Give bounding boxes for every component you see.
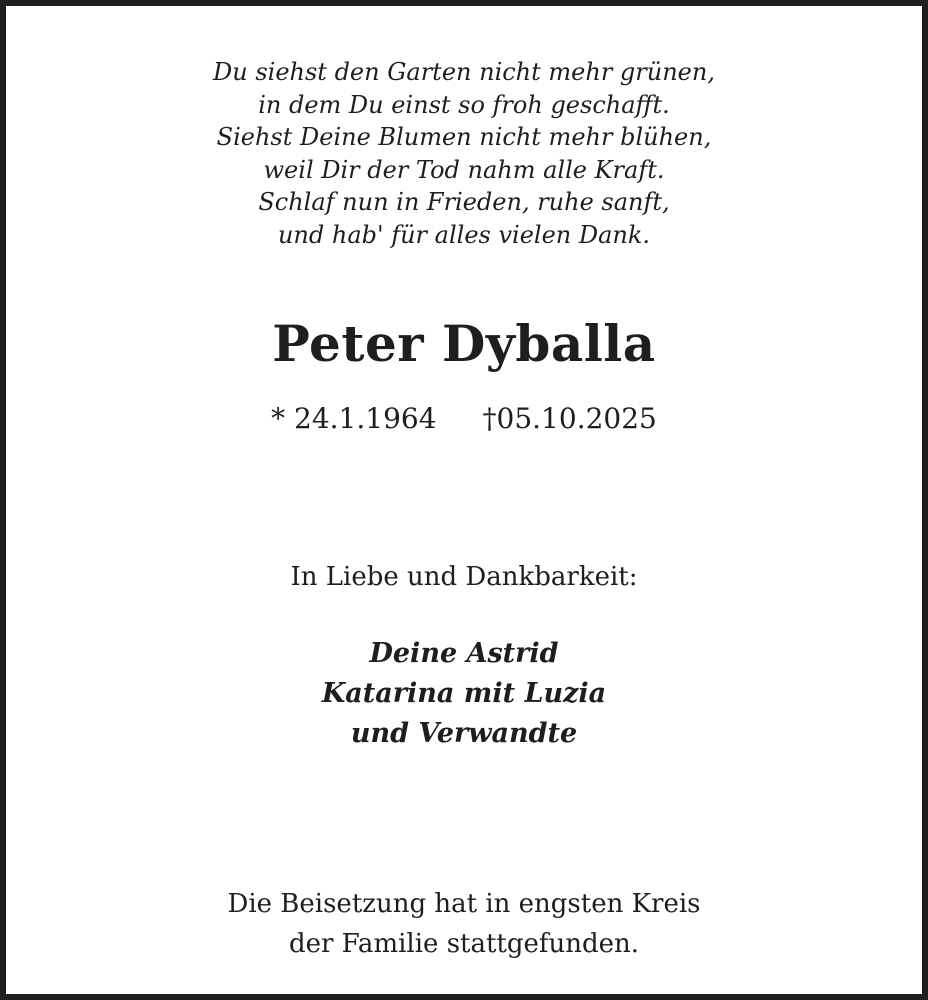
- poem-line: Schlaf nun in Frieden, ruhe sanft,: [258, 188, 670, 216]
- poem-line: Siehst Deine Blumen nicht mehr blühen,: [216, 123, 712, 151]
- dedication-intro: In Liebe und Dankbarkeit:: [290, 562, 638, 592]
- mourner-line: Katarina mit Luzia: [321, 678, 607, 709]
- poem-line: weil Dir der Tod nahm alle Kraft.: [263, 155, 665, 184]
- mourner-line: und Verwandte: [350, 718, 578, 749]
- poem-line: Du siehst den Garten nicht mehr grünen,: [213, 58, 715, 86]
- death-date: †05.10.2025: [482, 402, 657, 435]
- notice-line: der Familie stattgefunden.: [288, 929, 640, 959]
- poem: [6, 56, 922, 251]
- life-dates: [6, 402, 922, 435]
- poem-line: und hab' für alles vielen Dank.: [277, 220, 651, 249]
- notice-line: Die Beisetzung hat in engsten Kreis: [227, 889, 701, 919]
- deceased-name: Peter Dyballa: [272, 314, 656, 373]
- burial-notice: [6, 884, 922, 964]
- poem-line: in dem Du einst so froh geschafft.: [258, 90, 670, 119]
- mourners-list: [6, 634, 922, 754]
- birth-date: * 24.1.1964: [271, 402, 437, 435]
- mourner-line: Deine Astrid: [369, 638, 559, 669]
